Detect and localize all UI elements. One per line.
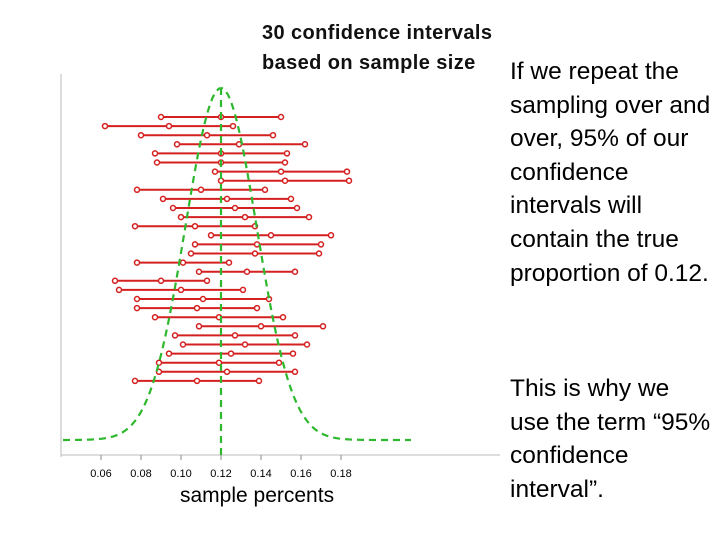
interval-lower-point — [179, 215, 184, 220]
interval-lower-point — [135, 187, 140, 192]
interval-lower-point — [171, 206, 176, 211]
x-tick-label: 0.08 — [130, 468, 152, 480]
interval-center-point — [269, 233, 274, 238]
x-tick-label: 0.16 — [290, 468, 312, 480]
interval-upper-point — [307, 215, 312, 220]
x-tick-label: 0.14 — [250, 468, 272, 480]
interval-lower-point — [213, 169, 218, 174]
interval-upper-point — [293, 269, 298, 274]
interval-upper-point — [305, 342, 310, 347]
interval-center-point — [159, 278, 164, 283]
interval-lower-point — [153, 151, 158, 156]
interval-center-point — [253, 251, 258, 256]
interval-lower-point — [133, 224, 138, 229]
interval-upper-point — [347, 178, 352, 183]
interval-upper-point — [293, 333, 298, 338]
x-tick-label: 0.12 — [210, 468, 232, 480]
x-tick-label: 0.10 — [170, 468, 192, 480]
interval-lower-point — [155, 160, 160, 165]
interval-lower-point — [117, 287, 122, 292]
interval-center-point — [193, 224, 198, 229]
interval-upper-point — [319, 242, 324, 247]
interval-upper-point — [329, 233, 334, 238]
interval-upper-point — [285, 151, 290, 156]
interval-lower-point — [103, 124, 108, 129]
interval-upper-point — [321, 324, 326, 329]
interval-upper-point — [263, 187, 268, 192]
interval-upper-point — [241, 287, 246, 292]
interval-center-point — [201, 297, 206, 302]
interval-lower-point — [153, 315, 158, 320]
interval-center-point — [243, 215, 248, 220]
interval-lower-point — [139, 133, 144, 138]
interval-upper-point — [345, 169, 350, 174]
interval-lower-point — [159, 115, 164, 120]
interval-upper-point — [231, 124, 236, 129]
interval-upper-point — [291, 351, 296, 356]
interval-upper-point — [283, 160, 288, 165]
interval-lower-point — [135, 297, 140, 302]
interval-upper-point — [271, 133, 276, 138]
interval-center-point — [181, 260, 186, 265]
explanation-paragraph-1: If we repeat the sampling over and over, 95% of our confidence intervals will contain the true proportion of 0.12. — [510, 55, 715, 290]
interval-center-point — [225, 369, 230, 374]
interval-center-point — [245, 269, 250, 274]
interval-lower-point — [167, 351, 172, 356]
sampling-distribution-curve — [63, 88, 411, 440]
interval-center-point — [233, 206, 238, 211]
interval-center-point — [233, 333, 238, 338]
x-tick-label: 0.06 — [90, 468, 112, 480]
interval-center-point — [199, 187, 204, 192]
interval-center-point — [243, 342, 248, 347]
interval-center-point — [225, 196, 230, 201]
interval-upper-point — [277, 360, 282, 365]
interval-center-point — [179, 287, 184, 292]
chart-title-line-1: 30 confidence intervals — [262, 22, 493, 44]
interval-upper-point — [317, 251, 322, 256]
interval-lower-point — [135, 306, 140, 311]
interval-lower-point — [181, 342, 186, 347]
interval-lower-point — [175, 142, 180, 147]
interval-upper-point — [295, 206, 300, 211]
interval-lower-point — [161, 196, 166, 201]
interval-center-point — [283, 178, 288, 183]
interval-lower-point — [157, 360, 162, 365]
interval-center-point — [195, 306, 200, 311]
interval-center-point — [205, 133, 210, 138]
interval-upper-point — [255, 306, 260, 311]
interval-upper-point — [257, 378, 262, 383]
x-axis-label: sample percents — [180, 484, 335, 507]
interval-lower-point — [135, 260, 140, 265]
interval-upper-point — [227, 260, 232, 265]
interval-upper-point — [303, 142, 308, 147]
interval-lower-point — [197, 269, 202, 274]
interval-center-point — [195, 378, 200, 383]
interval-lower-point — [113, 278, 118, 283]
interval-center-point — [279, 169, 284, 174]
interval-upper-point — [289, 196, 294, 201]
interval-lower-point — [197, 324, 202, 329]
interval-lower-point — [209, 233, 214, 238]
interval-lower-point — [189, 251, 194, 256]
explanation-paragraph-2: This is why we use the term “95% confidence interval”. — [510, 372, 715, 506]
interval-upper-point — [205, 278, 210, 283]
interval-lower-point — [173, 333, 178, 338]
interval-upper-point — [281, 315, 286, 320]
interval-center-point — [259, 324, 264, 329]
interval-center-point — [229, 351, 234, 356]
x-tick-label: 0.18 — [330, 468, 352, 480]
interval-lower-point — [133, 378, 138, 383]
interval-lower-point — [193, 242, 198, 247]
interval-center-point — [167, 124, 172, 129]
title-clip-mask — [505, 18, 720, 58]
chart-title-line-2: based on sample size — [262, 52, 476, 74]
interval-upper-point — [293, 369, 298, 374]
interval-upper-point — [279, 115, 284, 120]
